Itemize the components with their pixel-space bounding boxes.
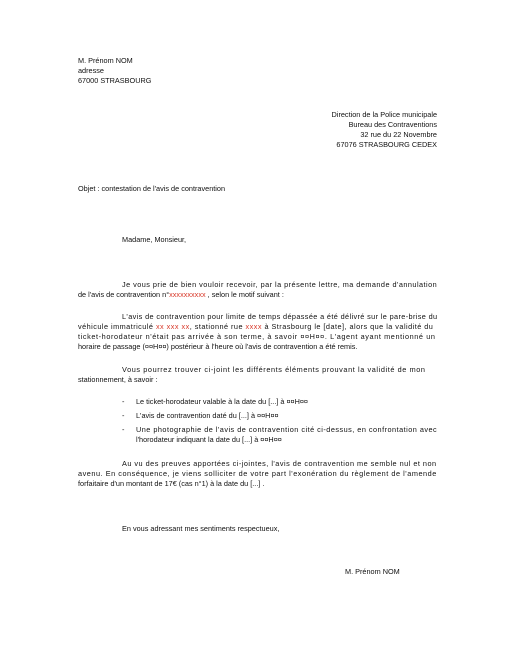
recipient-line-4: 67076 STRASBOURG CEDEX — [336, 140, 437, 149]
paragraph-4-line-3: forfaitaire d'un montant de 17€ (cas n°1) à la date du [...] . — [78, 479, 265, 488]
list-bullet-3: - — [122, 425, 125, 434]
paragraph-1-line-2 — [78, 290, 284, 299]
list-item-2: L'avis de contravention daté du [...] à ¤¤H¤¤ — [136, 411, 279, 420]
paragraph-2-text-c: à Strasbourg le [date], alors que la validité du — [261, 322, 434, 331]
salutation: Madame, Monsieur, — [122, 235, 187, 244]
paragraph-3-line-1: Vous pourrez trouver ci-joint les différents éléments prouvant la validité de mon — [122, 365, 426, 374]
paragraph-4-line-2: avenu. En conséquence, je viens solliciter de votre part l'exonération du règlement de l'amende — [78, 469, 437, 478]
list-item-3-line-2: l'horodateur indiquant la date du [...] à ¤¤H¤¤ — [136, 435, 282, 444]
plate-number-placeholder: xx xxx xx — [155, 322, 190, 331]
paragraph-2-line-4: horaire de passage (¤¤H¤¤) postérieur à l'heure où l'avis de contravention a été remis. — [78, 342, 358, 351]
paragraph-2-line-2 — [78, 322, 433, 331]
letter-object: Objet : contestation de l'avis de contravention — [78, 184, 226, 193]
recipient-line-3: 32 rue du 22 Novembre — [360, 130, 437, 139]
list-bullet-2: - — [122, 411, 125, 420]
paragraph-2-text-b: , stationné rue — [189, 322, 246, 331]
sender-address: adresse — [78, 66, 104, 75]
paragraph-4-line-1: Au vu des preuves apportées ci-jointes, l'avis de contravention me semble nul et non — [122, 459, 437, 468]
paragraph-2-line-1: L'avis de contravention pour limite de temps dépassée a été délivré sur le pare-brise du — [122, 312, 438, 321]
list-bullet-1: - — [122, 397, 125, 406]
list-item-3-line-1: Une photographie de l'avis de contravention cité ci-dessus, en confrontation avec — [136, 425, 438, 434]
street-placeholder: xxxx — [245, 322, 262, 331]
signature: M. Prénom NOM — [345, 567, 400, 576]
paragraph-2-line-3: ticket-horodateur n'était pas arrivée à son terme, à savoir ¤¤H¤¤. L'agent ayant mentionné un — [78, 332, 436, 341]
sender-name: M. Prénom NOM — [78, 56, 133, 65]
list-item-1: Le ticket-horodateur valable à la date du [...] à ¤¤H¤¤ — [136, 397, 308, 406]
recipient-line-1: Direction de la Police municipale — [331, 110, 437, 119]
paragraph-1-text-a: de l'avis de contravention n° — [78, 290, 170, 299]
recipient-line-2: Bureau des Contraventions — [348, 120, 437, 129]
sender-city: 67000 STRASBOURG — [78, 76, 152, 85]
paragraph-1-line-1: Je vous prie de bien vouloir recevoir, par la présente lettre, ma demande d'annulation — [122, 280, 438, 289]
paragraph-2-text-a: véhicule immatriculé — [78, 322, 156, 331]
closing-formula: En vous adressant mes sentiments respectueux, — [122, 524, 280, 533]
paragraph-1-text-b: , selon le motif suivant : — [205, 290, 284, 299]
paragraph-3-line-2: stationnement, à savoir : — [78, 375, 158, 384]
contravention-number-placeholder: xxxxxxxxxx — [169, 290, 206, 299]
